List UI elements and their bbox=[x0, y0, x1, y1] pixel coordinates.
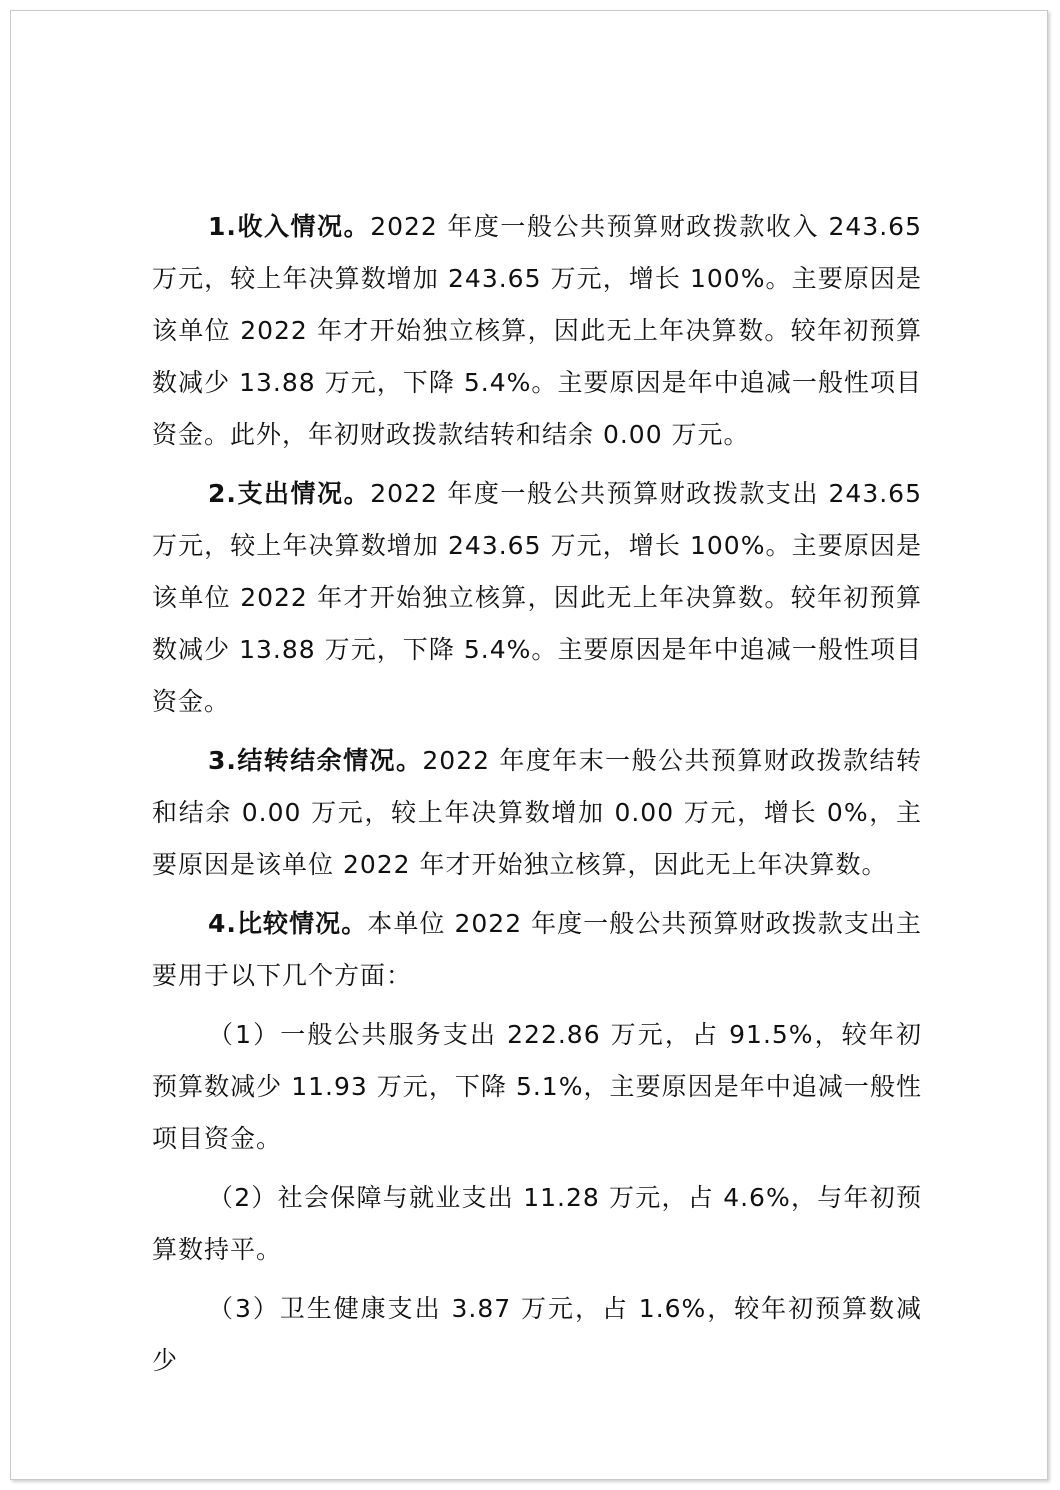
heading-carryover: 3.结转结余情况。 bbox=[208, 746, 423, 775]
heading-comparison: 4.比较情况。 bbox=[208, 909, 368, 938]
document-body bbox=[152, 201, 922, 1394]
list-item: （1）一般公共服务支出 222.86 万元，占 91.5%，较年初预算数减少 11.93 万元，下降 5.1%，主要原因是年中追减一般性项目资金。 bbox=[152, 1020, 922, 1153]
text-carryover: 2022 年度年末一般公共预算财政拨款结转和结余 0.00 万元，较上年决算数增加 0.00 万元，增长 0%，主要原因是该单位 2022 年才开始独立核算，因此无上年决算数。 bbox=[152, 746, 922, 879]
list-item: （3）卫生健康支出 3.87 万元，占 1.6%，较年初预算数减少 bbox=[152, 1294, 922, 1375]
heading-income: 1.收入情况。 bbox=[208, 212, 371, 241]
paragraph-carryover bbox=[152, 735, 922, 891]
document-page bbox=[10, 10, 1048, 1480]
paragraph-income bbox=[152, 201, 922, 461]
list-item: （2）社会保障与就业支出 11.28 万元，占 4.6%，与年初预算数持平。 bbox=[152, 1183, 922, 1264]
paragraph-comparison bbox=[152, 898, 922, 1002]
text-comparison: 本单位 2022 年度一般公共预算财政拨款支出主要用于以下几个方面： bbox=[152, 909, 922, 990]
text-income: 2022 年度一般公共预算财政拨款收入 243.65 万元，较上年决算数增加 243.65 万元，增长 100%。主要原因是该单位 2022 年才开始独立核算，因此无上年决算数。较年初预算数减少 13.88 万元，下降 5.4%。主要原因是年中追减一般性项目资金。此外，年初财政拨款结转和结余 0.00 万元。 bbox=[152, 212, 922, 449]
text-expenditure: 2022 年度一般公共预算财政拨款支出 243.65 万元，较上年决算数增加 243.65 万元，增长 100%。主要原因是该单位 2022 年才开始独立核算，因此无上年决算数。较年初预算数减少 13.88 万元，下降 5.4%。主要原因是年中追减一般性项目资金。 bbox=[152, 479, 922, 716]
heading-expenditure: 2.支出情况。 bbox=[208, 479, 371, 508]
paragraph-expenditure bbox=[152, 468, 922, 728]
